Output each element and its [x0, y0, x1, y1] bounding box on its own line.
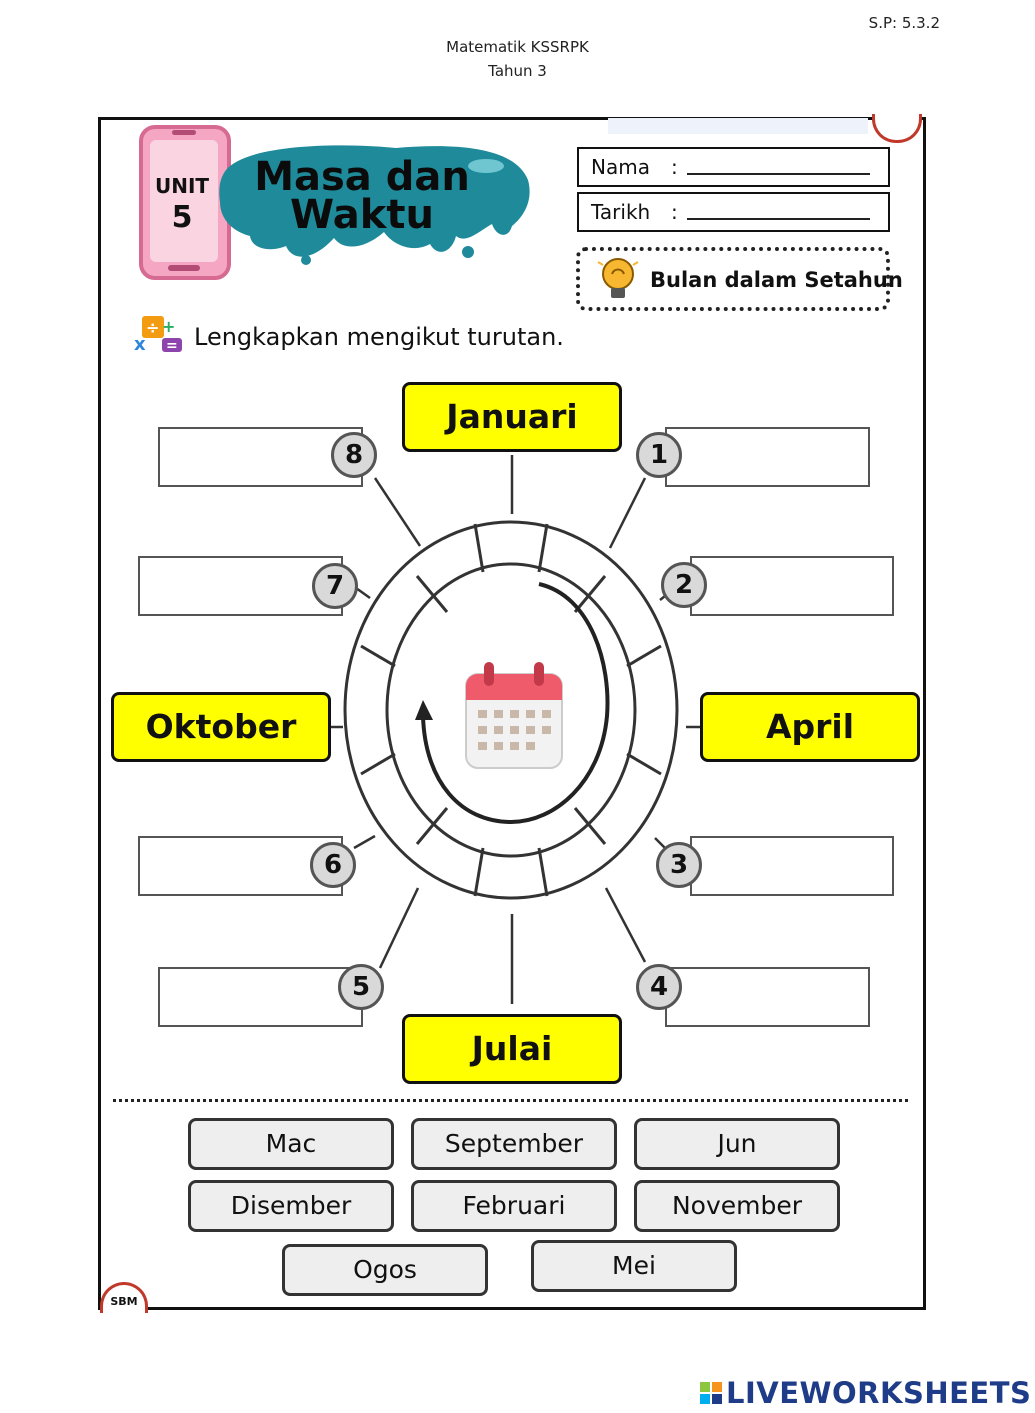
title-line-2: Waktu [290, 192, 434, 238]
answer-box-5[interactable] [158, 967, 363, 1027]
slot-number-6: 6 [310, 842, 356, 888]
svg-text:=: = [166, 338, 178, 354]
dotted-divider [113, 1099, 908, 1102]
year-title: Tahun 3 [488, 62, 547, 80]
math-symbols-icon [132, 314, 184, 354]
option-mei[interactable]: Mei [531, 1240, 737, 1292]
date-label: Tarikh [591, 200, 651, 224]
instruction-text: Lengkapkan mengikut turutan. [194, 323, 564, 351]
unit-number: 5 [171, 200, 193, 235]
liveworksheets-logo-icon [700, 1382, 722, 1404]
liveworksheets-brand[interactable]: LIVEWORKSHEETS [726, 1376, 1032, 1410]
name-label: Nama [591, 155, 650, 179]
name-line[interactable] [687, 173, 870, 175]
date-field[interactable] [577, 192, 890, 232]
svg-text:÷: ÷ [146, 318, 160, 337]
unit-label: UNIT [154, 174, 210, 198]
slot-number-5: 5 [338, 964, 384, 1010]
lightbulb-icon [594, 252, 642, 308]
option-november[interactable]: November [634, 1180, 840, 1232]
slot-number-1: 1 [636, 432, 682, 478]
option-mac[interactable]: Mac [188, 1118, 394, 1170]
name-separator: : [671, 155, 678, 179]
option-disember[interactable]: Disember [188, 1180, 394, 1232]
option-ogos[interactable]: Ogos [282, 1244, 488, 1296]
subject-title: Matematik KSSRPK [446, 38, 589, 56]
month-label-top: Januari [402, 382, 622, 452]
answer-box-3[interactable] [690, 836, 894, 896]
slot-number-7: 7 [312, 563, 358, 609]
slot-number-3: 3 [656, 842, 702, 888]
answer-box-1[interactable] [665, 427, 870, 487]
slot-number-2: 2 [661, 562, 707, 608]
month-label-bottom: Julai [402, 1014, 622, 1084]
slot-number-4: 4 [636, 964, 682, 1010]
svg-text:+: + [162, 317, 176, 336]
svg-text:x: x [134, 334, 146, 355]
sp-code: S.P: 5.3.2 [868, 14, 940, 32]
date-line[interactable] [687, 218, 870, 220]
option-februari[interactable]: Februari [411, 1180, 617, 1232]
phone-button [168, 265, 200, 271]
topic-title: Bulan dalam Setahun [650, 268, 903, 292]
month-label-left: Oktober [111, 692, 331, 762]
answer-box-4[interactable] [665, 967, 870, 1027]
name-field[interactable] [577, 147, 890, 187]
answer-box-2[interactable] [690, 556, 894, 616]
month-label-right: April [700, 692, 920, 762]
calendar-icon [462, 660, 566, 772]
phone-speaker [172, 130, 196, 135]
top-strip-decoration [608, 118, 868, 134]
page-title [232, 154, 492, 238]
sbm-badge-icon: SBM [100, 1282, 148, 1313]
title-line-1: Masa dan [254, 154, 470, 200]
option-jun[interactable]: Jun [634, 1118, 840, 1170]
option-september[interactable]: September [411, 1118, 617, 1170]
slot-number-8: 8 [331, 432, 377, 478]
date-separator: : [671, 200, 678, 224]
